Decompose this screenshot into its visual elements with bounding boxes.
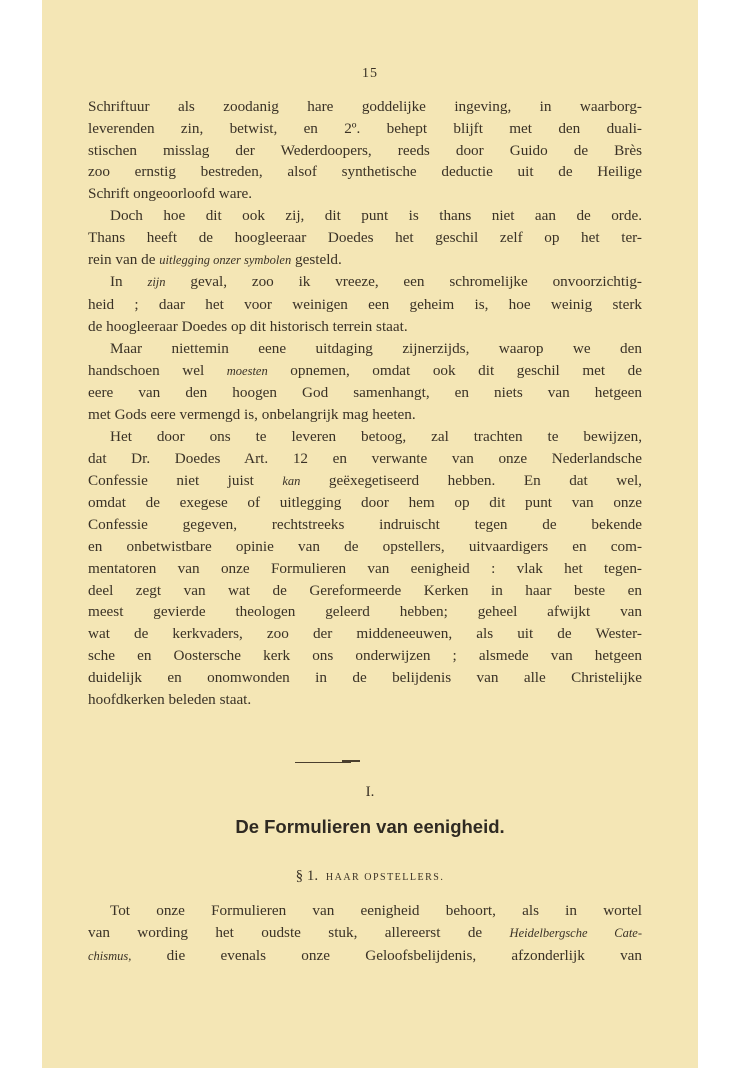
section-number: I. [365,784,375,800]
text-line: zoo ernstig bestreden, alsof synthetische deductie uit de Heilige [88,163,642,181]
text-line: Schriftuur als zoodanig hare goddelijke ingeving, in waarborg- [88,98,642,115]
paragraph-6 [88,900,642,967]
paragraph-3 [88,271,642,337]
paragraph-5 [88,426,642,710]
text-line: duidelijk en onomwonden in de belijdenis van alle Christelijke [88,668,642,686]
text-line: Doch hoe dit ook zij, dit punt is thans niet aan de orde. [110,206,642,224]
text-line: en onbetwistbare opinie van de opstellers, uitvaardigers en com- [88,537,642,555]
text-line: Tot onze Formulieren van eenigheid behoort, als in wortel [110,902,642,919]
subsection-heading [42,868,698,885]
scan-margin-left [0,0,42,1068]
body-text-continued [88,900,642,967]
text-line-with-emphasis: chismus, die evenals onze Geloofsbelijdenis, afzonderlijk van [88,946,642,964]
emphasis-text: chismus, [88,948,132,963]
emphasis-text: moesten [226,363,268,378]
text-line-with-emphasis: handschoen wel moesten opnemen, omdat ook dit geschil met de [88,361,643,379]
paragraph-1 [88,96,642,205]
text-line: meest gevierde theologen geleerd hebben; geheel afwijkt van [88,603,642,621]
text-line: hoofdkerken beleden staat. [88,690,252,708]
text-line: eere van den hoogen God samenhangt, en niets van hetgeen [88,384,642,402]
paragraph-4 [88,338,642,426]
body-text [88,96,642,710]
paragraph-2 [88,205,642,271]
subsection-title: HAAR OPSTELLERS. [325,872,445,883]
paragraph-mark: § 1. [295,868,319,884]
text-line: Schrift ongeoorloofd ware. [88,185,253,203]
text-line: Confessie gegeven, rechtstreeks indruischt tegen de bekende [88,516,642,534]
text-line-with-emphasis: In zijn geval, zoo ik vreeze, een schromelijke onvoorzichtig- [110,273,642,291]
text-line: deel zegt van wat de Gereformeerde Kerken in haar beste en [88,581,642,599]
text-line: dat Dr. Doedes Art. 12 en verwante van onze Nederlandsche [88,449,642,467]
text-line-with-emphasis: van wording het oudste stuk, allereerst de Heidelbergsche Cate- [88,923,643,941]
emphasis-text: zijn [147,275,166,290]
text-line: stischen misslag der Wederdoopers, reeds door Guido de Brès [88,141,642,159]
section-divider-ornament [342,760,360,762]
text-line: de hoogleeraar Doedes op dit historisch terrein staat. [88,317,408,335]
emphasis-text: uitlegging onzer symbolen [159,252,292,267]
text-line: sche en Oostersche kerk ons onderwijzen ; alsmede van hetgeen [88,646,642,664]
text-line: Thans heeft de hoogleeraar Doedes het geschil zelf op het ter- [88,228,642,246]
text-line-with-emphasis: rein van de uitlegging onzer symbolen gesteld. [88,250,342,268]
emphasis-text: kan [282,473,301,488]
text-line: met Gods eere vermengd is, onbelangrijk mag heeten. [88,406,416,424]
section-title: De Formulieren van eenigheid. [235,816,505,837]
text-line: leverenden zin, betwist, en 2º. behept blijft met den duali- [88,119,642,137]
text-line: wat de kerkvaders, zoo der middeneeuwen, als uit de Wester- [88,625,642,643]
book-page [42,0,698,1068]
text-line: Het door ons te leveren betoog, zal trachten te bewijzen, [110,427,642,445]
page-number: 15 [362,66,378,81]
text-line: heid ; daar het voor weinigen een geheim is, hoe weinig sterk [88,296,642,314]
text-line-with-emphasis: Confessie niet juist kan geëxegetiseerd hebben. En dat wel, [88,471,642,489]
section-divider [295,762,351,763]
scan-margin-right [698,0,738,1068]
text-line: omdat de exegese of uitlegging door hem op dit punt van onze [88,494,642,512]
text-line: mentatoren van onze Formulieren van eenigheid : vlak het tegen- [88,559,642,577]
emphasis-text: Heidelbergsche Cate- [509,925,643,940]
text-line: Maar niettemin eene uitdaging zijnerzijds, waarop we den [110,339,642,357]
